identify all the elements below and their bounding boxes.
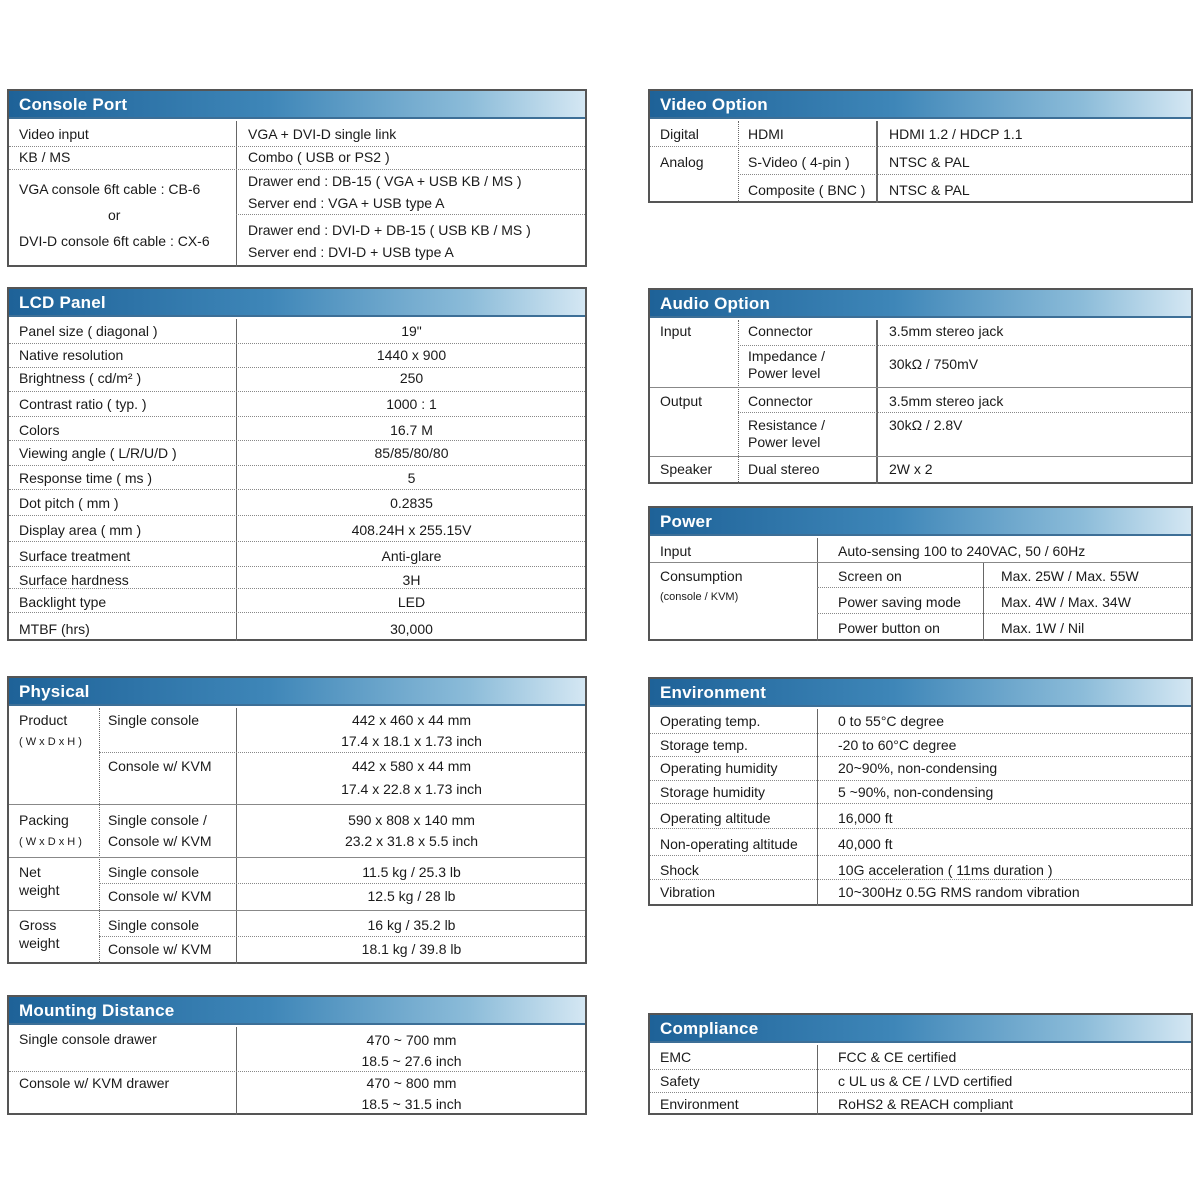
lcd-panel-row-value: 1000 : 1 (386, 396, 437, 412)
environment-row-value: 10G acceleration ( 11ms duration ) (838, 862, 1053, 878)
lcd-panel-row-label: Native resolution (19, 347, 124, 363)
environment-row-value: 40,000 ft (838, 836, 893, 852)
gross-kvm-value: 18.1 kg / 39.8 lb (361, 941, 462, 957)
input-connector-value: 3.5mm stereo jack (889, 323, 1004, 339)
mounting-single-label: Single console drawer (19, 1031, 157, 1047)
lcd-panel-row-value: 0.2835 (390, 495, 433, 511)
lcd-panel-row-label: Surface hardness (19, 572, 129, 588)
environment-row-label: Storage humidity (660, 784, 766, 800)
lcd-panel-row-label: Backlight type (19, 594, 107, 610)
gross-label-2: weight (19, 935, 60, 951)
dvi-server-end: Server end : DVI-D + USB type A (248, 244, 454, 260)
speaker-value: 2W x 2 (889, 461, 933, 477)
console-port-title: Console Port (9, 91, 585, 119)
power-input-value: Auto-sensing 100 to 240VAC, 50 / 60Hz (838, 543, 1086, 559)
resistance-label-1: Resistance / (748, 417, 826, 433)
audio-output-label: Output (660, 393, 703, 409)
environment-row-label: Vibration (660, 884, 716, 900)
vga-server-end: Server end : VGA + USB type A (248, 195, 445, 211)
or-label: or (108, 207, 121, 223)
environment-row-value: 5 ~90%, non-condensing (838, 784, 994, 800)
kbms-value: Combo ( USB or PS2 ) (248, 149, 390, 165)
lcd-panel-row-label: Viewing angle ( L/R/U/D ) (19, 445, 177, 461)
packing-inch: 23.2 x 31.8 x 5.5 inch (344, 833, 479, 849)
button-on-label: Power button on (838, 620, 940, 636)
hdmi-label: HDMI (748, 126, 784, 142)
product-label: Product (19, 712, 68, 728)
lcd-panel-row-value: 250 (399, 370, 424, 386)
composite-label: Composite ( BNC ) (748, 182, 866, 198)
lcd-panel-row-value: 19" (401, 323, 422, 339)
lcd-panel-row-label: Display area ( mm ) (19, 522, 142, 538)
resistance-value: 30kΩ / 2.8V (889, 417, 963, 433)
dvi-cable-label: DVI-D console 6ft cable : CX-6 (19, 233, 210, 249)
analog-label: Analog (660, 154, 704, 170)
compliance-row-label: Safety (660, 1073, 700, 1089)
environment-row-value: 20~90%, non-condensing (838, 760, 998, 776)
lcd-panel-row-value: 5 (407, 470, 416, 486)
mounting-panel (7, 995, 587, 1115)
product-kvm-label: Console w/ KVM (108, 758, 212, 774)
vga-cable-label: VGA console 6ft cable : CB-6 (19, 181, 201, 197)
environment-row-label: Operating temp. (660, 713, 761, 729)
input-connector-label: Connector (748, 323, 813, 339)
packing-mm: 590 x 808 x 140 mm (348, 812, 475, 828)
compliance-row-value: RoHS2 & REACH compliant (838, 1096, 1014, 1112)
lcd-panel-row-value: 408.24H x 255.15V (351, 522, 472, 538)
gross-single-value: 16 kg / 35.2 lb (367, 917, 456, 933)
power-saving-value: Max. 4W / Max. 34W (1001, 594, 1131, 610)
mounting-single-inch: 18.5 ~ 27.6 inch (361, 1053, 462, 1069)
composite-value: NTSC & PAL (889, 182, 970, 198)
digital-label: Digital (660, 126, 699, 142)
packing-label: Packing (19, 812, 69, 828)
kbms-label: KB / MS (19, 149, 71, 165)
physical-title: Physical (9, 678, 585, 706)
consumption-note: (console / KVM) (660, 591, 739, 603)
gross-single-label: Single console (108, 917, 200, 933)
power-saving-label: Power saving mode (838, 594, 961, 610)
lcd-panel-row-value: 85/85/80/80 (374, 445, 449, 461)
power-panel (648, 506, 1193, 641)
packing-type-1: Single console / (108, 812, 207, 828)
compliance-row-label: Environment (660, 1096, 739, 1112)
video-input-label: Video input (19, 126, 89, 142)
speaker-type: Dual stereo (748, 461, 820, 477)
product-single-mm: 442 x 460 x 44 mm (351, 712, 472, 728)
packing-type-2: Console w/ KVM (108, 833, 212, 849)
product-single-inch: 17.4 x 18.1 x 1.73 inch (341, 733, 482, 749)
compliance-panel (648, 1013, 1193, 1115)
lcd-panel-row-value: 1440 x 900 (376, 347, 447, 363)
environment-row-label: Operating altitude (660, 810, 771, 826)
mounting-kvm-label: Console w/ KVM drawer (19, 1075, 170, 1091)
physical-panel (7, 676, 587, 964)
svideo-value: NTSC & PAL (889, 154, 970, 170)
lcd-panel-row-label: Panel size ( diagonal ) (19, 323, 158, 339)
mounting-single-mm: 470 ~ 700 mm (366, 1032, 457, 1048)
lcd-panel-row-label: MTBF (hrs) (19, 621, 90, 637)
lcd-panel-row-value: 3H (402, 572, 421, 588)
environment-row-value: 0 to 55°C degree (838, 713, 945, 729)
environment-row-label: Non-operating altitude (660, 836, 798, 852)
speaker-label: Speaker (660, 461, 713, 477)
gross-kvm-label: Console w/ KVM (108, 941, 212, 957)
compliance-row-label: EMC (660, 1049, 692, 1065)
product-single-label: Single console (108, 712, 200, 728)
product-kvm-inch: 17.4 x 22.8 x 1.73 inch (341, 781, 482, 797)
lcd-panel-row-label: Response time ( ms ) (19, 470, 153, 486)
lcd-panel-row-label: Colors (19, 422, 60, 438)
product-wdh: ( W x D x H ) (19, 736, 82, 748)
console-port-panel (7, 89, 587, 267)
lcd-panel-row-label: Brightness ( cd/m² ) (19, 370, 142, 386)
video-option-panel (648, 89, 1193, 203)
impedance-label-2: Power level (748, 365, 821, 381)
compliance-row-value: FCC & CE certified (838, 1049, 957, 1065)
net-kvm-value: 12.5 kg / 28 lb (367, 888, 456, 904)
button-on-value: Max. 1W / Nil (1001, 620, 1085, 636)
lcd-panel-panel (7, 287, 587, 641)
gross-label-1: Gross (19, 917, 57, 933)
mounting-kvm-mm: 470 ~ 800 mm (366, 1075, 457, 1091)
consumption-label: Consumption (660, 568, 743, 584)
power-title: Power (650, 508, 1191, 536)
compliance-row-value: c UL us & CE / LVD certified (838, 1073, 1013, 1089)
packing-wdh: ( W x D x H ) (19, 836, 82, 848)
net-single-value: 11.5 kg / 25.3 lb (362, 864, 461, 880)
svideo-label: S-Video ( 4-pin ) (748, 154, 850, 170)
mounting-kvm-inch: 18.5 ~ 31.5 inch (361, 1096, 462, 1112)
lcd-panel-row-label: Surface treatment (19, 548, 131, 564)
screen-on-value: Max. 25W / Max. 55W (1001, 568, 1139, 584)
resistance-label-2: Power level (748, 434, 821, 450)
audio-input-label: Input (660, 323, 692, 339)
impedance-label-1: Impedance / (748, 348, 826, 364)
compliance-title: Compliance (650, 1015, 1191, 1043)
lcd-panel-row-value: LED (397, 594, 426, 610)
net-single-label: Single console (108, 864, 200, 880)
lcd-panel-title: LCD Panel (9, 289, 585, 317)
lcd-panel-row-value: 30,000 (390, 621, 433, 637)
environment-panel (648, 677, 1193, 906)
net-label-2: weight (19, 882, 60, 898)
dvi-drawer-end: Drawer end : DVI-D + DB-15 ( USB KB / MS ) (248, 222, 531, 238)
audio-option-title: Audio Option (650, 290, 1191, 318)
lcd-panel-row-value: 16.7 M (390, 422, 433, 438)
lcd-panel-row-label: Contrast ratio ( typ. ) (19, 396, 147, 412)
environment-row-label: Operating humidity (660, 760, 778, 776)
environment-title: Environment (650, 679, 1191, 707)
product-kvm-mm: 442 x 580 x 44 mm (351, 758, 472, 774)
environment-row-label: Storage temp. (660, 737, 748, 753)
vga-drawer-end: Drawer end : DB-15 ( VGA + USB KB / MS ) (248, 173, 522, 189)
mounting-title: Mounting Distance (9, 997, 585, 1025)
video-option-title: Video Option (650, 91, 1191, 119)
lcd-panel-row-label: Dot pitch ( mm ) (19, 495, 119, 511)
environment-row-value: 10~300Hz 0.5G RMS random vibration (838, 884, 1080, 900)
impedance-value: 30kΩ / 750mV (889, 356, 979, 372)
audio-option-panel (648, 288, 1193, 484)
lcd-panel-row-value: Anti-glare (381, 548, 442, 564)
hdmi-value: HDMI 1.2 / HDCP 1.1 (889, 126, 1023, 142)
environment-row-label: Shock (660, 862, 699, 878)
environment-row-value: -20 to 60°C degree (838, 737, 957, 753)
video-input-value: VGA + DVI-D single link (248, 126, 397, 142)
environment-row-value: 16,000 ft (838, 810, 893, 826)
output-connector-value: 3.5mm stereo jack (889, 393, 1004, 409)
output-connector-label: Connector (748, 393, 813, 409)
power-input-label: Input (660, 543, 692, 559)
net-label-1: Net (19, 864, 41, 880)
net-kvm-label: Console w/ KVM (108, 888, 212, 904)
screen-on-label: Screen on (838, 568, 902, 584)
